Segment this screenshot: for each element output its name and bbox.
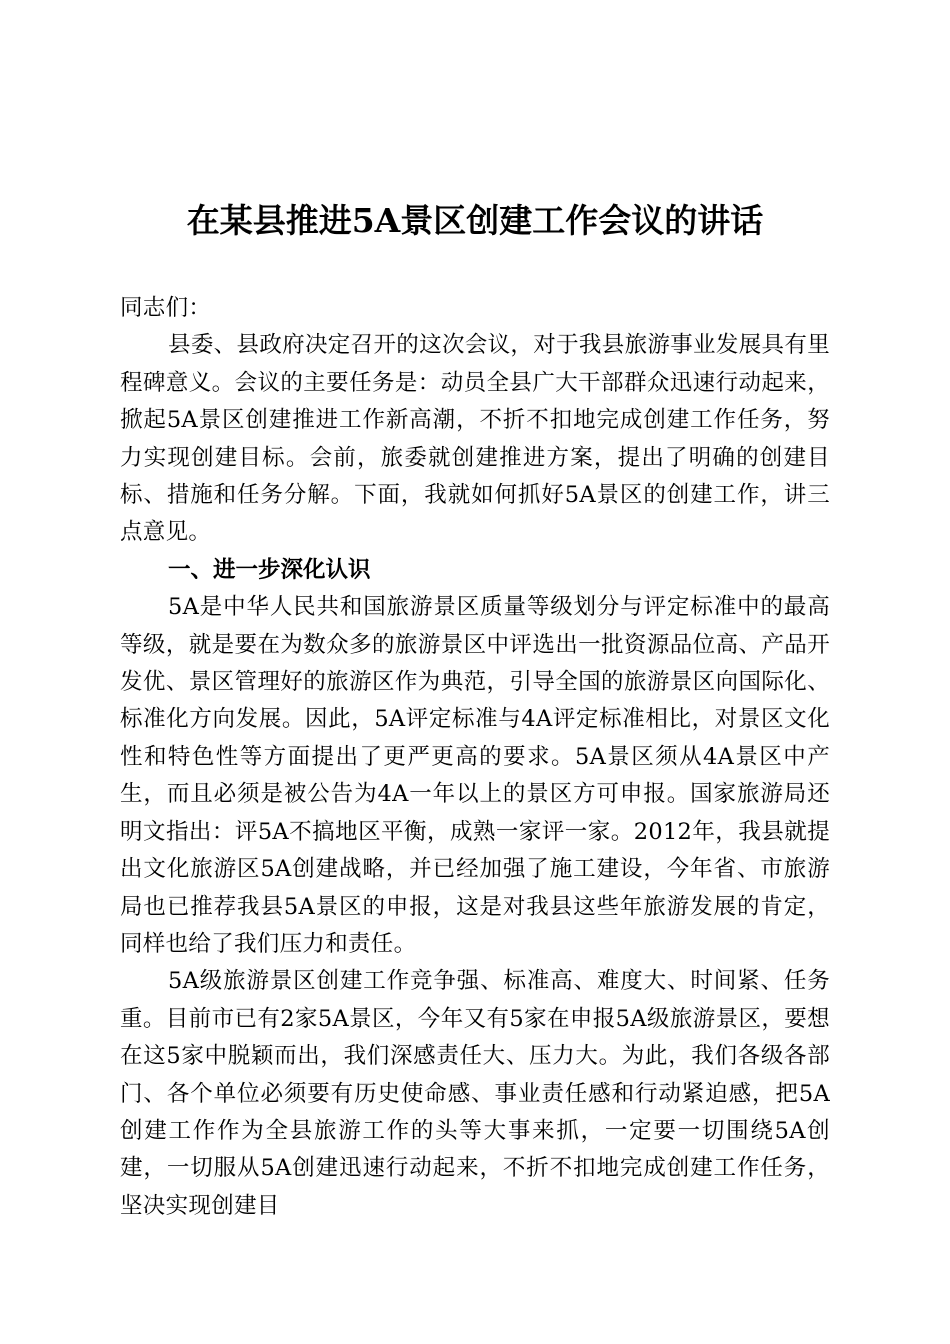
document-body (120, 290, 830, 1225)
section-heading-1: 一、进一步深化认识 (168, 556, 371, 583)
salutation: 同志们： (120, 295, 212, 321)
paragraph-intro: 县委、县政府决定召开的这次会议，对于我县旅游事业发展具有里程碑意义。会议的主要任务是：动员全县广大干部群众迅速行动起来，掀起5A景区创建推进工作新高潮，不折不扣地完成创建工作任务，努力实现创建目标。会前，旅委就创建推进方案，提出了明确的创建目标、措施和任务分解。下面，我就如何抓好5A景区的创建工作，讲三点意见。 (120, 332, 830, 546)
paragraph-competition: 5A级旅游景区创建工作竞争强、标准高、难度大、时间紧、任务重。目前市已有2家5A景区，今年又有5家在申报5A级旅游景区，要想在这5家中脱颖而出，我们深感责任大、压力大。为此，我们各级各部门、各个单位必须要有历史使命感、事业责任感和行动紧迫感，把5A创建工作作为全县旅游工作的头等大事来抓，一定要一切围绕5A创建，一切服从5A创建迅速行动起来，不折不扣地完成创建工作任务，坚决实现创建目 (120, 968, 830, 1219)
paragraph-5a-standard: 5A是中华人民共和国旅游景区质量等级划分与评定标准中的最高等级，就是要在为数众多的旅游景区中评选出一批资源品位高、产品开发优、景区管理好的旅游区作为典范，引导全国的旅游景区向国际化、标准化方向发展。因此，5A评定标准与4A评定标准相比，对景区文化性和特色性等方面提出了更严更高的要求。5A景区须从4A景区中产生，而且必须是被公告为4A一年以上的景区方可申报。国家旅游局还明文指出：评5A不搞地区平衡，成熟一家评一家。2012年，我县就提出文化旅游区5A创建战略，并已经加强了施工建设，今年省、市旅游局也已推荐我县5A景区的申报，这是对我县这些年旅游发展的肯定，同样也给了我们压力和责任。 (120, 594, 830, 957)
document-title: 在某县推进5A景区创建工作会议的讲话 (186, 201, 764, 240)
